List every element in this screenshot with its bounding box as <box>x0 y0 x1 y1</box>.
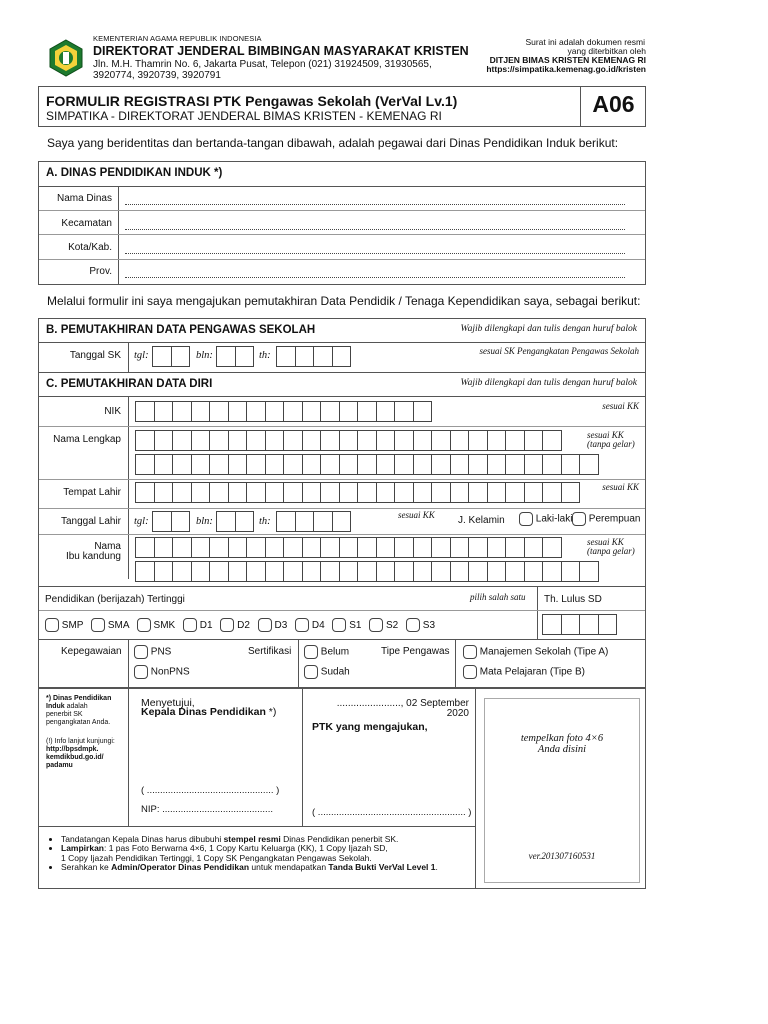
kecamatan-field[interactable] <box>125 220 625 230</box>
laki-laki-label: Laki-laki <box>535 513 573 525</box>
nama-dinas-label: Nama Dinas <box>56 193 112 204</box>
intro-text: Saya yang beridentitas dan bertanda-tangan dibawah, adalah pegawai dari Dinas Pendidikan Induk berikut: <box>47 136 619 150</box>
section-b-title: B. PEMUTAKHIRAN DATA PENGAWAS SEKOLAH <box>46 324 316 336</box>
s1-label: S1 <box>349 619 362 631</box>
kepala-dinas-text <box>141 706 276 718</box>
sk-tgl-cells[interactable] <box>152 346 189 367</box>
option-smk[interactable] <box>137 620 175 631</box>
lulus-sd-cells[interactable] <box>542 614 616 635</box>
option-smp[interactable] <box>45 620 83 631</box>
option-d1[interactable] <box>183 620 213 631</box>
belum-option[interactable] <box>304 645 349 659</box>
nama-lengkap-cells-1[interactable] <box>135 430 561 451</box>
lahir-th-cells[interactable] <box>276 511 350 532</box>
footnote-a-4: penerbit SK <box>46 711 83 718</box>
kota-field[interactable] <box>125 244 625 254</box>
prov-label: Prov. <box>89 266 112 277</box>
perempuan-checkbox[interactable] <box>572 512 586 526</box>
ptk-signer-label: PTK yang mengajukan, <box>312 721 428 733</box>
pendidikan-options <box>45 618 435 632</box>
footnote-b-2: http://bpsdmpk. <box>46 746 99 753</box>
photo-instruction-1: tempelkan foto 4×6 <box>520 733 604 744</box>
instruction-2-line-2: 1 Copy Ijazah Pendidikan Tertinggi, 1 Copy SK Pengangkatan Pengawas Sekolah. <box>61 852 372 863</box>
kepala-nip-line[interactable]: NIP: .......................................... <box>141 804 273 815</box>
form-title-box <box>38 86 646 127</box>
tempat-lahir-cells[interactable] <box>135 482 579 503</box>
instruction-2-post: : 1 pas Foto Berwarna 4×6, 1 Copy Kartu Keluarga (KK), 1 Copy Ijazah SD, <box>104 843 388 854</box>
sma-checkbox[interactable] <box>91 618 105 632</box>
laki-laki-checkbox[interactable] <box>519 512 533 526</box>
s1-checkbox[interactable] <box>332 618 346 632</box>
tipe-a-checkbox[interactable] <box>463 645 477 659</box>
ibu-cells-1[interactable] <box>135 537 561 558</box>
option-s1[interactable] <box>332 620 361 631</box>
nik-label: NIK <box>104 406 121 417</box>
tempat-lahir-label: Tempat Lahir <box>63 487 121 498</box>
ministry-logo <box>46 38 86 78</box>
footnote-a-3: adalah <box>66 703 88 710</box>
perempuan-option[interactable] <box>572 512 640 526</box>
nonpns-option[interactable] <box>134 665 190 679</box>
dinas-footnote <box>46 695 126 727</box>
tipe-b-checkbox[interactable] <box>463 665 477 679</box>
section-a-title: A. DINAS PENDIDIKAN INDUK *) <box>46 167 223 179</box>
lahir-bln-cells[interactable] <box>216 511 253 532</box>
lulus-sd-label: Th. Lulus SD <box>544 594 602 605</box>
perempuan-label: Perempuan <box>588 513 641 525</box>
kota-label: Kota/Kab. <box>68 242 112 253</box>
ibu-cells-2[interactable] <box>135 561 598 582</box>
sertifikasi-label: Sertifikasi <box>248 646 292 657</box>
instruction-1-post: Dinas Pendidikan penerbit SK. <box>280 834 399 844</box>
instruction-1-bold: stempel resmi <box>223 834 281 844</box>
instruction-3-pre: Serahkan ke <box>61 861 112 872</box>
sudah-option[interactable] <box>304 665 350 679</box>
photo-box <box>484 698 640 883</box>
lahir-note: sesuai KK <box>398 510 435 520</box>
belum-checkbox[interactable] <box>304 645 318 659</box>
tipe-pengawas-label: Tipe Pengawas <box>381 646 450 657</box>
pns-checkbox[interactable] <box>134 645 148 659</box>
date-line[interactable]: ......................., 02 September <box>336 698 469 709</box>
ibu-note-2: (tanpa gelar) <box>587 546 635 556</box>
lahir-bln-label: bln: <box>196 516 213 527</box>
d1-label: D1 <box>199 619 213 631</box>
sk-bln-cells[interactable] <box>216 346 253 367</box>
d4-checkbox[interactable] <box>295 618 309 632</box>
sma-label: SMA <box>107 619 129 631</box>
pendidikan-label: Pendidikan (berijazah) Tertinggi <box>45 594 185 605</box>
s2-checkbox[interactable] <box>369 618 383 632</box>
directorate-name: DIREKTORAT JENDERAL BIMBINGAN MASYARAKAT KRISTEN <box>93 44 469 58</box>
footnote-a-5: pengangkatan Anda. <box>46 719 111 726</box>
sk-note: sesuai SK Pengangkatan Pengawas Sekolah <box>479 346 639 356</box>
section-c-title: C. PEMUTAKHIRAN DATA DIRI <box>46 378 213 390</box>
sk-th-label: th: <box>259 350 271 361</box>
issuer-note-line-2: yang diterbitkan oleh <box>567 46 646 56</box>
section-bc <box>38 318 646 688</box>
instruction-3-bold: Admin/Operator Dinas Pendidikan <box>111 861 250 872</box>
s3-checkbox[interactable] <box>406 618 420 632</box>
d2-label: D2 <box>237 619 250 631</box>
footnote-b-3: kemdikbud.go.id/ <box>46 754 104 761</box>
section-b-note: Wajib dilengkapi dan tulis dengan huruf balok <box>460 324 637 334</box>
d3-checkbox[interactable] <box>258 618 272 632</box>
sk-tgl-label: tgl: <box>134 350 149 361</box>
nama-note-2: (tanpa gelar) <box>587 439 635 449</box>
instruction-3-mid: untuk mendapatkan <box>249 861 329 872</box>
intro-text-2: Melalui formulir ini saya mengajukan pemutakhiran Data Pendidik / Tenaga Kependidikan saya, sebagai berikut: <box>47 294 641 308</box>
form-title: FORMULIR REGISTRASI PTK Pengawas Sekolah (VerVal Lv.1) <box>46 93 458 109</box>
instructions-list <box>61 835 471 872</box>
date-year: 2020 <box>446 708 469 719</box>
version-label: ver.201307160531 <box>528 851 596 861</box>
instruction-3-post: . <box>435 861 438 872</box>
kepala-name-line[interactable]: ( ................................................ ) <box>141 785 280 796</box>
option-d4[interactable] <box>295 620 325 631</box>
option-sma[interactable] <box>91 620 129 631</box>
tipe-a-label: Manajemen Sekolah (Tipe A) <box>479 646 609 658</box>
kepegawaian-label: Kepegawaian <box>61 646 122 657</box>
nonpns-checkbox[interactable] <box>134 665 148 679</box>
smp-checkbox[interactable] <box>45 618 59 632</box>
smk-checkbox[interactable] <box>137 618 151 632</box>
d1-checkbox[interactable] <box>183 618 197 632</box>
sk-th-cells[interactable] <box>276 346 350 367</box>
tanggal-sk-label: Tanggal SK <box>69 350 121 361</box>
tanggal-lahir-label: Tanggal Lahir <box>60 516 121 527</box>
smp-label: SMP <box>61 619 84 631</box>
nama-lengkap-cells-2[interactable] <box>135 454 598 475</box>
tipe-b-label: Mata Pelajaran (Tipe B) <box>479 666 586 678</box>
laki-laki-option[interactable] <box>519 512 572 526</box>
nama-lengkap-label: Nama Lengkap <box>53 434 121 445</box>
belum-label: Belum <box>320 646 350 658</box>
pilih-note: pilih salah satu <box>470 592 526 602</box>
option-s3[interactable] <box>406 620 435 631</box>
option-d3[interactable] <box>258 620 288 631</box>
instruction-3 <box>61 863 471 872</box>
address-line-1: Jln. M.H. Thamrin No. 6, Jakarta Pusat, Telepon (021) 31924509, 31930565, <box>93 59 432 70</box>
nonpns-label: NonPNS <box>150 666 190 678</box>
sk-bln-label: bln: <box>196 350 213 361</box>
option-s2[interactable] <box>369 620 398 631</box>
lahir-tgl-cells[interactable] <box>152 511 189 532</box>
d4-label: D4 <box>311 619 325 631</box>
d2-checkbox[interactable] <box>220 618 234 632</box>
ibu-label-2: Ibu kandung <box>65 551 121 562</box>
jenis-kelamin-label: J. Kelamin <box>458 515 505 526</box>
photo-instruction-2: Anda disini <box>537 744 587 755</box>
form-subtitle: SIMPATIKA - DIREKTORAT JENDERAL BIMAS KRISTEN - KEMENAG RI <box>46 109 442 123</box>
signature-section <box>38 688 646 889</box>
menyetujui-text: Menyetujui, <box>141 697 195 709</box>
footnote-a-2: Induk <box>46 703 65 710</box>
lahir-tgl-label: tgl: <box>134 516 149 527</box>
nama-dinas-field[interactable] <box>125 195 625 205</box>
footnote-a-1: *) Dinas Pendidikan <box>46 695 112 702</box>
tipe-a-option[interactable] <box>463 645 608 659</box>
pns-label: PNS <box>150 646 172 658</box>
s2-label: S2 <box>386 619 399 631</box>
tempat-note: sesuai KK <box>602 482 639 492</box>
ptk-name-line[interactable]: ( ........................................................ ) <box>312 807 472 818</box>
info-footnote <box>46 738 126 770</box>
form-code: A06 <box>592 91 635 117</box>
option-d2[interactable] <box>220 620 250 631</box>
kepala-dinas-title: Kepala Dinas Pendidikan <box>141 706 266 718</box>
ibu-label-1: Nama <box>94 541 121 552</box>
issuer-name: DITJEN BIMAS KRISTEN KEMENAG RI <box>489 55 646 65</box>
ministry-name: KEMENTERIAN AGAMA REPUBLIK INDONESIA <box>93 34 262 43</box>
instruction-1-pre: Tandatangan Kepala Dinas harus dibubuhi <box>61 834 224 844</box>
prov-field[interactable] <box>125 268 625 278</box>
nama-note-1: sesuai KK <box>587 430 624 440</box>
issuer-url: https://simpatika.kemenag.go.id/kristen <box>486 64 646 74</box>
address-line-2: 3920774, 3920739, 3920791 <box>93 70 221 81</box>
tipe-b-option[interactable] <box>463 665 585 679</box>
sudah-checkbox[interactable] <box>304 665 318 679</box>
nik-cells[interactable] <box>135 401 431 422</box>
issuer-note-line-1: Surat ini adalah dokumen resmi <box>525 37 645 47</box>
s3-label: S3 <box>422 619 436 631</box>
footnote-b-4: padamu <box>46 762 73 769</box>
d3-label: D3 <box>274 619 288 631</box>
footnote-b-1: (!) Info lanjut kunjungi: <box>46 738 115 745</box>
sudah-label: Sudah <box>320 666 350 678</box>
lahir-th-label: th: <box>259 516 271 527</box>
kecamatan-label: Kecamatan <box>61 218 112 229</box>
section-c-note: Wajib dilengkapi dan tulis dengan huruf balok <box>460 378 637 388</box>
instruction-2 <box>61 844 471 863</box>
smk-label: SMK <box>153 619 176 631</box>
instruction-2-bold: Lampirkan <box>61 843 104 854</box>
kepala-dinas-star: *) <box>265 706 277 718</box>
nik-note: sesuai KK <box>602 401 639 411</box>
pns-option[interactable] <box>134 645 171 659</box>
ibu-note-1: sesuai KK <box>587 537 624 547</box>
section-a <box>38 161 646 285</box>
instruction-3-bold-2: Tanda Bukti VerVal Level 1 <box>328 861 436 872</box>
